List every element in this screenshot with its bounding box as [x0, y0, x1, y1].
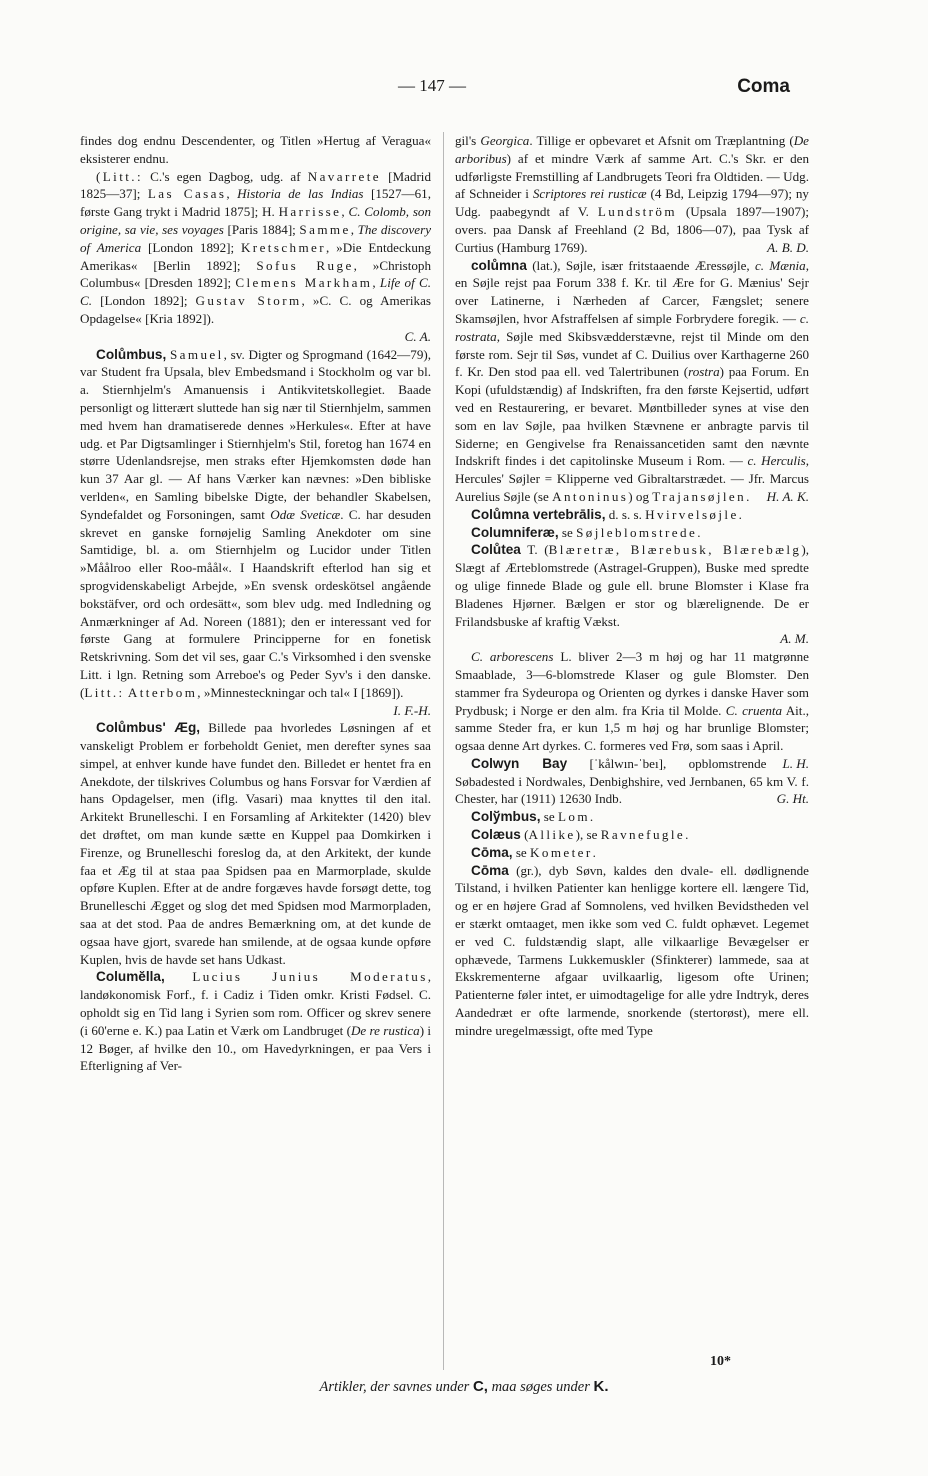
- headword: Cōma: [471, 862, 509, 878]
- entry-coma-kometer: Cōma, se Kometer.: [471, 844, 596, 860]
- author-signature: A. M.: [780, 631, 809, 647]
- page-header: [0, 76, 928, 102]
- author-signature: I. F.-H.: [393, 702, 431, 718]
- entry-columniferae: Columniferæ, se Søjleblomstrede.: [471, 524, 701, 540]
- headword: Cōma,: [471, 844, 513, 860]
- entry-columbus-aeg: Colůmbus' Æg, Billede paa hvorledes Løsningen af et vanskeligt Problem er forbeholdt Geniet, men derefter synes saa simpel, at enhver kunde have fundet den. Billedet er hentet fra en Anekdote, der tilskrives Columbus og hans Forsvar for Værdien af hans Opdagelser, men (iflg. Vasari) maa knyttes til den ital. Arkitekt Brunelleschi. I en Forsamling af Arkitekter (1420) blev det drøftet, om man kunde sætte en Kuppel paa Domkirken i Firenze, og Brunelleschi foreslog da, at den Arkitekt, der kunde faa et Æg til at staa paa Spidsen paa en Marmorplade, skulde opføre Kuplen. Efter at de andre forgæves havde forsøgt dette, tog Brunelleschi Ægget og slog det med Spidsen mod Marmorpladen, saa at det stod. Paa de andres Bemærkning om, at det kunde de ogsaa have gjort, svarede han smilende, at de ogsaa kunde opføre Kuplen, hvis de havde set hans Udkast.: [80, 720, 431, 967]
- headword: colůmna: [471, 257, 527, 273]
- paragraph-continuation: findes dog endnu Descendenter, og Titlen »Hertug af Veragua« eksisterer endnu.: [80, 133, 431, 166]
- entry-colutea: Colůtea T. (Blæretræ, Blærebusk, Blærebælg), Slægt af Ærteblomstrede (Astragel-Gruppen), Buske med spredte og ulige finnede Blade og gule ell. brune Blomster i Klase fra Bladenes Hjørner. Bælgen er stor og blærelignende. De er Frilandsbuske af kraftig Vækst.: [455, 542, 809, 629]
- paragraph-continuation: gil's Georgica. Tillige er opbevaret et Afsnit om Træplantning (De arboribus) af et mindre Værk af samme Art. C.'s Skr. er den udførligste Fremstilling af Landbrugets Teori fra Oldtiden. — Udg. af Schneider i Scriptores rei rusticæ (4 Bd, Leipzig 1794—97); ny Udg. paabegyndt af V. Lundström (Upsala 1897—1907); overs. paa Dansk af Freehland (2 Bd, 1806—07), paa Tysk af Curtius (Hamburg 1769). A. B. D.: [455, 133, 809, 255]
- entry-colymbus: Colўmbus, se Lom.: [471, 809, 594, 825]
- column-divider: [443, 132, 444, 1370]
- headword: Colwyn Bay: [471, 755, 568, 771]
- left-column: [80, 132, 431, 1075]
- headword: Colůtea: [471, 542, 521, 558]
- headword: Columniferæ,: [471, 524, 559, 540]
- headword: Colůmbus' Æg,: [96, 720, 201, 736]
- running-head: Coma: [737, 76, 790, 97]
- entry-columna-vertebralis: Colůmna vertebrālis, d. s. s. Hvirvelsøjle.: [471, 506, 742, 522]
- sheet-signature: 10*: [710, 1354, 731, 1369]
- headword: Colўmbus,: [471, 809, 541, 825]
- entry-coma: Cōma (gr.), dyb Søvn, kaldes den dvale- ell. dødlignende Tilstand, i hvilken Patienter kan henligge kortere ell. længere Tid, og er en højere Grad af Somnolens, ved hvilken Bevidstheden vel er stærkt omtaaget, men ikke som ved C. fuldt ophævet. Legemet er ved C. fuldstændig slapt, alle vilkaarlige Bevægelser er ophævede, Tarmens Lukkemuskler (Sfinkterer) lammede, saa at Ekskrementerne afgaar uvilkaarlig, ligesom ofte Urinen; Patienterne føler intet, er uimodtagelige for alle ydre Indtryk, deres Aandedræt er ofte larmende, snorkende (stertorøst), mere ell. mindre uregelmæssigt, ofte med Type: [455, 862, 809, 1038]
- page-footer: Artikler, der savnes under C, maa søges under K.: [319, 1378, 609, 1395]
- headword: Colůmbus,: [96, 346, 167, 362]
- headword: Columĕlla,: [96, 969, 165, 985]
- entry-columella: Columĕlla, Lucius Junius Moderatus, landøkonomisk Forf., f. i Cadiz i Tiden omkr. Kristi Fødsel. C. opholdt sig en Tid lang i Syrien som rom. Officer og skrev senere (i 60'erne e. K.) paa Latin et Værk om Landbruget (De re rustica) i 12 Bøger, af hvilke den 10., om Havedyrkningen, er paa Vers i Efterligning af Ver-: [80, 969, 432, 1074]
- headword: Colůmna vertebrālis,: [471, 506, 606, 522]
- right-column: [455, 132, 809, 1040]
- headword: Colæus: [471, 827, 521, 843]
- entry-colwyn-bay: Colwyn Bay [ˈkålwın-ˈbeı], opblomstrende Søbadested i Nordwales, Denbighshire, ved Jernbanen, 65 km V. f. Chester, har (1911) 12630 Indb. G. Ht.: [455, 755, 809, 807]
- entry-coloeus: Colæus (Allike), se Ravnefugle.: [471, 827, 689, 843]
- entry-colutea-arborescens: C. arborescens L. bliver 2—3 m høj og har 11 matgrønne Smaablade, 3—6-blomstrede Klaser og gule Blomster. Den stammer fra Sydeuropa og Orienten og dyrkes i danske Haver som Prydbusk; i Norge er den alm. fra Kria til Molde. C. cruenta Ait., samme Steder fra, er kun 1,5 m høj og har brunlige Blomster; ogsaa denne Art dyrkes. C. formeres ved Frø, som saas i April. L. H.: [455, 649, 809, 771]
- entry-columbus-samuel: Colůmbus, Samuel, sv. Digter og Sprogmand (1642—79), var Student fra Upsala, blev Embedsmand i Stockholm og var bl. a. Stiernhjelm's Amanuensis i Antikvitetskollegiet. Baade personligt og litterært sluttede han sig nær til Stiernhjelm, sammen med hvem han dramatiserede dennes »Herkules«. Efter at have udg. et Par Digtsamlinger i Stiernhjelm's Stil, foretog han 1674 en større Udenlandsrejse, men straks efter Hjemkomsten døde han kun 37 Aar gl. — Af hans Værker kan nævnes: »Den bibliske verlden«, en Samling bibelske Digte, der behandler Skabelsen, Syndefaldet og Forsoningen, samt Odæ Sveticæ. C. har desuden skrevet en ganske fornøjelig Samling Anekdoter om sine Samtidige, bl. a. om Stiernhjelm og Lucidor under Titlen »Måålroo eller Roo-måål«. I Haandskrift efterlod han sig et sprogvidenskabeligt Arbejde, »En svensk ordeskötsel angående bokstäfver, ord och ordesätt«, som blev udg. med Indledning og Anmærkninger af Ad. Noreen (1881); den er interessant ved for første Gang at formulere Principperne for en fonetisk Retskrivning. Som det vil ses, gaar C.'s Virksomhed i den svenske Litt. i lgn. Retning som Arreboe's og Peder Syv's i den danske. (Litt.: Atterbom, »Minnesteckningar och tal« I [1869]).: [80, 346, 431, 700]
- entry-columna: colůmna (lat.), Søjle, især fritstaaende Æressøjle, c. Mænia, en Søjle rejst paa Forum 338 f. Kr. til Ære for G. Mænius' Sejr over Latinerne, i Nærheden af Carcer, Fængslet; senere Skamsøjlen, hvor Afstraffelsen af simple Forbrydere foregik. — c. rostrata, Søjle med Skibsvædderstævne, rejst til Minde om den første rom. Sejr til Søs, vundet af C. Duilius over Karthagerne 260 f. Kr. Den stod paa ell. ved Talertribunen (rostra) paa Forum. En Kopi (ufuldstændig) af Indskriften, fra den første Kejsertid, udført ved en Restaurering, er bevaret. Møntbilleder synes at vise den som en lav Søjle, paa hvilken Stævnene er anbragte parvis til Siderne; en Gengivelse fra Renaissancetiden samt den nævnte Indskrift findes i det capitolinske Museum i Rom. — c. Herculis, Hercules' Søjler = Klipperne ved Gibraltarstrædet. — Jfr. Marcus Aurelius Søjle (se Antoninus) og Trajansøjlen. H. A. K.: [455, 257, 810, 504]
- page-number: — 147 —: [398, 76, 466, 95]
- literature-paragraph: (Litt.: C.'s egen Dagbog, udg. af Navarrete [Madrid 1825—37]; Las Casas, Historia de las Indias [1527—61, første Gang trykt i Madrid 1875]; H. Harrisse, C. Colomb, son origine, sa vie, ses voyages [Paris 1884]; Samme, The discovery of America [London 1892]; Kretschmer, »Die Entdeckung Amerikas« [Berlin 1892]; Sofus Ruge, »Christoph Columbus« [Dresden 1892]; Clemens Markham, Life of C. C. [London 1892]; Gustav Storm, »C. C. og Amerikas Opdagelse« [Kria 1892]).: [80, 168, 432, 326]
- author-signature: C. A.: [404, 328, 431, 344]
